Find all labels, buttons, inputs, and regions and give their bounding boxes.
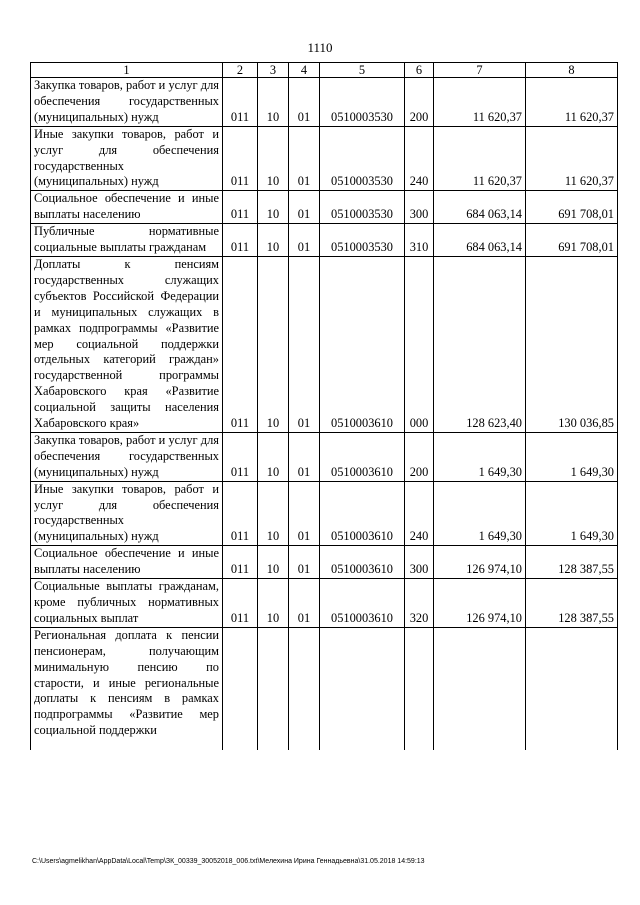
row-amount-2: 128 387,55 — [526, 579, 618, 628]
row-name: Иные закупки товаров, работ и услуг для обеспечения государственных (муниципальных) нужд — [31, 481, 223, 546]
row-section: 10 — [258, 432, 289, 481]
row-amount-2: 1 649,30 — [526, 432, 618, 481]
header-col-8: 8 — [526, 63, 618, 78]
row-section — [258, 627, 289, 750]
row-target-code: 0510003530 — [320, 191, 405, 224]
row-target-code: 0510003610 — [320, 432, 405, 481]
row-expense-type: 300 — [405, 191, 434, 224]
row-ministry-code: 011 — [223, 579, 258, 628]
row-ministry-code: 011 — [223, 546, 258, 579]
row-subsection: 01 — [289, 546, 320, 579]
row-section: 10 — [258, 546, 289, 579]
row-name: Доплаты к пенсиям государственных служащих субъектов Российской Федерации и муниципальных служащих в рамках подпрограммы «Развитие мер социальной поддержки отдельных категорий граждан» государственной программы Хабаровского края «Развитие социальной защиты населения Хабаровского края» — [31, 256, 223, 432]
row-amount-1: 1 649,30 — [434, 481, 526, 546]
row-amount-1 — [434, 627, 526, 750]
row-amount-2: 691 708,01 — [526, 191, 618, 224]
row-ministry-code: 011 — [223, 78, 258, 127]
row-name: Публичные нормативные социальные выплаты гражданам — [31, 224, 223, 257]
row-target-code — [320, 627, 405, 750]
row-amount-2: 128 387,55 — [526, 546, 618, 579]
row-expense-type: 300 — [405, 546, 434, 579]
row-expense-type: 200 — [405, 78, 434, 127]
table-row — [31, 432, 618, 481]
header-col-1: 1 — [31, 63, 223, 78]
row-name: Социальные выплаты гражданам, кроме публичных нормативных социальных выплат — [31, 579, 223, 628]
row-amount-2 — [526, 627, 618, 750]
row-subsection: 01 — [289, 78, 320, 127]
row-name: Региональная доплата к пенсии пенсионерам, получающим минимальную пенсию по старости, и иные региональные доплаты к пенсиям в рамках подпрограммы «Развитие мер социальной поддержки — [31, 627, 223, 750]
footer-file-path: C:\Users\agmelikhan\AppData\Local\Temp\ЗК_00339_30052018_006.txt\Мелехина Ирина Геннадьевна\31.05.2018 14:59:13 — [32, 858, 425, 865]
header-row — [31, 63, 618, 78]
row-expense-type: 000 — [405, 256, 434, 432]
row-ministry-code: 011 — [223, 191, 258, 224]
row-ministry-code — [223, 627, 258, 750]
table-row — [31, 191, 618, 224]
row-name: Иные закупки товаров, работ и услуг для обеспечения государственных (муниципальных) нужд — [31, 126, 223, 191]
table-row — [31, 546, 618, 579]
row-section: 10 — [258, 126, 289, 191]
header-col-5: 5 — [320, 63, 405, 78]
row-amount-2: 1 649,30 — [526, 481, 618, 546]
row-section: 10 — [258, 256, 289, 432]
row-subsection: 01 — [289, 432, 320, 481]
row-target-code: 0510003530 — [320, 224, 405, 257]
table-row — [31, 256, 618, 432]
row-name: Закупка товаров, работ и услуг для обеспечения государственных (муниципальных) нужд — [31, 78, 223, 127]
row-expense-type: 320 — [405, 579, 434, 628]
table-row — [31, 224, 618, 257]
row-subsection: 01 — [289, 256, 320, 432]
header-col-4: 4 — [289, 63, 320, 78]
budget-table — [30, 62, 618, 750]
row-target-code: 0510003530 — [320, 126, 405, 191]
row-ministry-code: 011 — [223, 481, 258, 546]
row-amount-2: 691 708,01 — [526, 224, 618, 257]
table-row — [31, 579, 618, 628]
table-row — [31, 627, 618, 750]
row-expense-type: 240 — [405, 481, 434, 546]
row-subsection: 01 — [289, 481, 320, 546]
row-expense-type: 310 — [405, 224, 434, 257]
row-amount-1: 1 649,30 — [434, 432, 526, 481]
row-subsection: 01 — [289, 191, 320, 224]
row-target-code: 0510003610 — [320, 579, 405, 628]
row-section: 10 — [258, 224, 289, 257]
row-target-code: 0510003610 — [320, 481, 405, 546]
row-amount-1: 126 974,10 — [434, 546, 526, 579]
row-subsection: 01 — [289, 579, 320, 628]
table-row — [31, 78, 618, 127]
row-expense-type: 200 — [405, 432, 434, 481]
row-name: Социальное обеспечение и иные выплаты населению — [31, 546, 223, 579]
row-section: 10 — [258, 78, 289, 127]
row-section: 10 — [258, 191, 289, 224]
row-target-code: 0510003530 — [320, 78, 405, 127]
page-number: 1110 — [307, 40, 333, 55]
row-subsection: 01 — [289, 126, 320, 191]
row-amount-1: 128 623,40 — [434, 256, 526, 432]
header-col-6: 6 — [405, 63, 434, 78]
row-name: Социальное обеспечение и иные выплаты населению — [31, 191, 223, 224]
row-amount-1: 684 063,14 — [434, 191, 526, 224]
row-ministry-code: 011 — [223, 224, 258, 257]
row-section: 10 — [258, 579, 289, 628]
row-ministry-code: 011 — [223, 432, 258, 481]
row-amount-2: 11 620,37 — [526, 78, 618, 127]
table-row — [31, 126, 618, 191]
row-amount-2: 130 036,85 — [526, 256, 618, 432]
row-ministry-code: 011 — [223, 256, 258, 432]
row-subsection — [289, 627, 320, 750]
row-section: 10 — [258, 481, 289, 546]
row-expense-type — [405, 627, 434, 750]
row-target-code: 0510003610 — [320, 256, 405, 432]
header-col-3: 3 — [258, 63, 289, 78]
row-target-code: 0510003610 — [320, 546, 405, 579]
row-name: Закупка товаров, работ и услуг для обеспечения государственных (муниципальных) нужд — [31, 432, 223, 481]
row-amount-1: 11 620,37 — [434, 126, 526, 191]
row-ministry-code: 011 — [223, 126, 258, 191]
table-row — [31, 481, 618, 546]
row-amount-1: 11 620,37 — [434, 78, 526, 127]
row-expense-type: 240 — [405, 126, 434, 191]
row-amount-1: 126 974,10 — [434, 579, 526, 628]
row-amount-1: 684 063,14 — [434, 224, 526, 257]
row-subsection: 01 — [289, 224, 320, 257]
header-col-2: 2 — [223, 63, 258, 78]
row-amount-2: 11 620,37 — [526, 126, 618, 191]
header-col-7: 7 — [434, 63, 526, 78]
